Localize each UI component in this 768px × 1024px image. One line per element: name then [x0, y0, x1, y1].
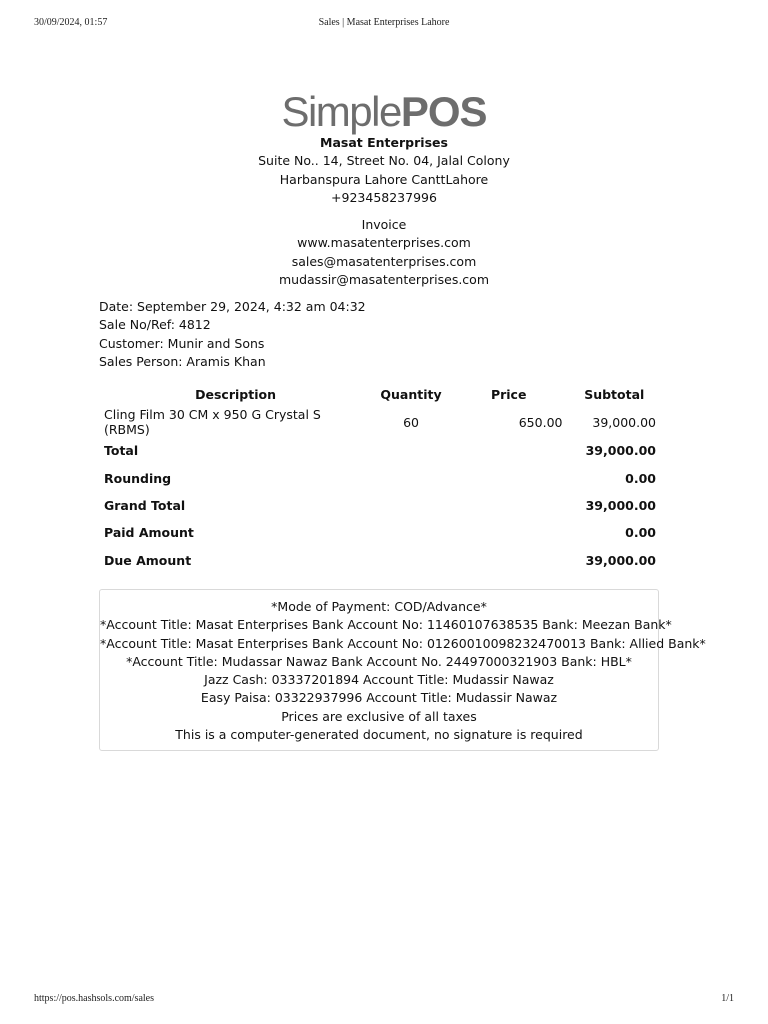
logo-text-simple: Simple [281, 88, 401, 135]
sale-meta [99, 298, 366, 371]
easy-paisa-info: Easy Paisa: 03322937996 Account Title: Mudassir Nawaz [200, 690, 558, 706]
tax-note: Prices are exclusive of all taxes [281, 708, 477, 724]
item-price: 650.00 [518, 414, 563, 430]
items-table [99, 381, 661, 574]
bank-account-hbl: *Account Title: Mudassar Nawaz Bank Account No. 24497000321903 Bank: HBL* [126, 653, 632, 669]
summary-row-due-amount [99, 547, 661, 574]
print-page-number: 1/1 [721, 993, 734, 1004]
item-description: Cling Film 30 CM x 950 G Crystal S (RBMS) [104, 407, 321, 437]
item-quantity: 60 [403, 414, 419, 430]
payment-mode: *Mode of Payment: COD/Advance* [271, 599, 487, 614]
company-address-line2: Harbanspura Lahore CanttLahore [279, 171, 489, 187]
summary-value: 39,000.00 [585, 497, 656, 513]
summary-value: 0.00 [625, 525, 656, 541]
print-page-title: Sales | Masat Enterprises Lahore [318, 17, 450, 28]
table-row [99, 407, 661, 437]
jazz-cash-info: Jazz Cash: 03337201894 Account Title: Mudassir Nawaz [204, 672, 554, 688]
sale-ref: Sale No/Ref: 4812 [99, 317, 211, 333]
sale-date: Date: September 29, 2024, 4:32 am 04:32 [99, 299, 366, 314]
company-email-mudassir: mudassir@masatenterprises.com [278, 271, 490, 287]
company-website: www.masatenterprises.com [297, 235, 471, 251]
company-phone: +923458237996 [331, 189, 437, 205]
print-header [34, 17, 734, 31]
invoice-label: Invoice [361, 217, 407, 232]
table-header-row [99, 381, 661, 407]
summary-label: Total [104, 443, 139, 459]
bank-account-allied: *Account Title: Masat Enterprises Bank Account No: 01260010098232470013 Bank: Allied Bank* [100, 635, 706, 651]
col-header-description: Description [195, 386, 276, 402]
summary-row-total [99, 437, 661, 464]
summary-label: Grand Total [104, 497, 186, 513]
signature-note: This is a computer-generated document, no signature is required [175, 727, 583, 743]
summary-value: 39,000.00 [585, 552, 656, 568]
col-header-quantity: Quantity [380, 386, 442, 402]
logo-text-pos: POS [400, 88, 487, 135]
bank-account-meezan: *Account Title: Masat Enterprises Bank Account No: 11460107638535 Bank: Meezan Bank* [100, 617, 672, 633]
summary-value: 0.00 [625, 470, 656, 486]
print-url: https://pos.hashsols.com/sales [34, 993, 154, 1004]
print-datetime: 30/09/2024, 01:57 [34, 17, 108, 28]
payment-info-box [99, 589, 706, 751]
print-footer [34, 993, 734, 1007]
summary-label: Paid Amount [104, 525, 194, 541]
summary-row-paid-amount [99, 519, 661, 546]
company-address-line1: Suite No.. 14, Street No. 04, Jalal Colony [258, 153, 510, 169]
invoice-contact [0, 216, 768, 289]
summary-label: Rounding [104, 470, 172, 486]
summary-value: 39,000.00 [585, 443, 656, 459]
company-email-sales: sales@masatenterprises.com [291, 253, 477, 269]
company-name: Masat Enterprises [320, 135, 448, 150]
item-subtotal: 39,000.00 [592, 414, 656, 430]
summary-label: Due Amount [104, 552, 192, 568]
company-info [0, 134, 768, 207]
sale-person: Sales Person: Aramis Khan [99, 353, 266, 369]
summary-row-rounding [99, 464, 661, 491]
summary-row-grand-total [99, 492, 661, 519]
col-header-price: Price [490, 386, 527, 402]
sale-customer: Customer: Munir and Sons [99, 335, 265, 351]
col-header-subtotal: Subtotal [584, 386, 645, 402]
